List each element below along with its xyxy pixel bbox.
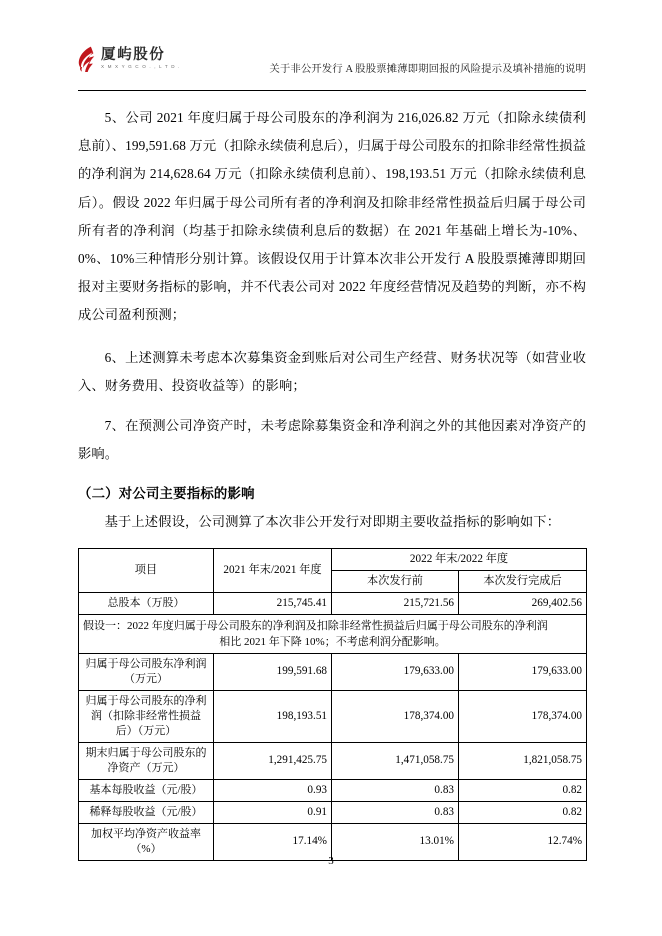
table-row (79, 801, 587, 823)
col-header-before-issue: 本次发行前 (332, 570, 459, 592)
col-header-item: 项目 (79, 548, 214, 592)
paragraph-6: 6、上述测算未考虑本次募集资金到账后对公司生产经营、财务状况等（如营业收入、财务费用、投资收益等）的影响； (78, 349, 586, 393)
cell-2021: 199,591.68 (214, 653, 332, 690)
cell-before-issue: 0.83 (332, 779, 459, 801)
row-label: 基本每股收益（元/股） (79, 779, 214, 801)
company-logo (78, 46, 181, 72)
flame-mark-icon (78, 46, 97, 72)
paragraph-5: 5、公司 2021 年度归属于母公司股东的净利润为 216,026.82 万元（扣除永续债利息前）、199,591.68 万元（扣除永续债利息后），归属于母公司股东的扣除非经常性损益的净利润为 214,628.64 万元（扣除永续债利息前）、198,193.51 万元（扣除永续债利息后）。假设 2022 年归属于母公司所有者的净利润及扣除非经常性损益后归属于母公司所有者的净利润（均基于扣除永续债利息后的数据）在 2021 年基础上增长为-10%、0%、10%三种情形分别计算。该假设仅用于计算本次非公开发行 A 股股票摊薄即期回报对主要财务指标的影响，并不代表公司对 2022 年度经营情况及趋势的判断，亦不构成公司盈利预测； (78, 110, 586, 323)
cell-after-issue: 179,633.00 (459, 653, 587, 690)
logo-wordmark (101, 48, 181, 71)
spacer (78, 330, 586, 344)
logo-chinese-name: 厦屿股份 (101, 46, 166, 63)
table-body (79, 592, 587, 860)
logo-english-name: X M X Y G C O . , L T D . (101, 63, 181, 69)
cell-after-issue: 0.82 (459, 801, 587, 823)
row-label: 期末归属于母公司股东的净资产（万元） (79, 742, 214, 779)
cell-2021: 17.14% (214, 823, 332, 860)
table-row (79, 592, 587, 614)
spacer (78, 468, 586, 480)
cell-2021: 198,193.51 (214, 690, 332, 742)
cell-before-issue: 0.83 (332, 801, 459, 823)
assumption-note (79, 614, 587, 653)
cell-2021: 1,291,425.75 (214, 742, 332, 779)
table-row (79, 690, 587, 742)
table-row (79, 779, 587, 801)
header-document-title: 关于非公开发行 A 股股票摊薄即期回报的风险提示及填补措施的说明 (269, 64, 586, 75)
cell-2021: 0.93 (214, 779, 332, 801)
assumption-note-line-1: 假设一：2022 年度归属于母公司股东的净利润及扣除非经常性损益后归属于母公司股东的净利润 (83, 619, 548, 632)
cell-after-issue: 178,374.00 (459, 690, 587, 742)
page-number: 3 (328, 855, 334, 867)
table-head (79, 548, 587, 592)
table-row (79, 653, 587, 690)
row-label: 归属于母公司股东净利润（万元） (79, 653, 214, 690)
metrics-table-wrapper (78, 548, 586, 861)
cell-before-issue: 178,374.00 (332, 690, 459, 742)
table-row (79, 742, 587, 779)
cell-2021: 0.91 (214, 801, 332, 823)
row-label: 稀释每股收益（元/股） (79, 801, 214, 823)
cell-after-issue: 1,821,058.75 (459, 742, 587, 779)
col-header-2021: 2021 年末/2021 年度 (214, 548, 332, 592)
cell-before-issue: 179,633.00 (332, 653, 459, 690)
table-assumption-row (79, 614, 587, 653)
assumption-note-line-2: 相比 2021 年下降 10%；不考虑利润分配影响。 (219, 635, 446, 648)
cell-after-issue: 0.82 (459, 779, 587, 801)
header-divider (78, 90, 586, 91)
cell-before-issue: 1,471,058.75 (332, 742, 459, 779)
metrics-table (78, 548, 587, 861)
document-content (78, 104, 586, 861)
cell-after-issue: 12.74% (459, 823, 587, 860)
cell-before-issue: 215,721.56 (332, 592, 459, 614)
paragraph-7: 7、在预测公司净资产时，未考虑除募集资金和净利润之外的其他因素对净资产的影响。 (78, 418, 586, 462)
document-header (78, 44, 586, 90)
col-header-after-issue: 本次发行完成后 (459, 570, 587, 592)
cell-before-issue: 13.01% (332, 823, 459, 860)
cell-after-issue: 269,402.56 (459, 592, 587, 614)
table-intro-text: 基于上述假设，公司测算了本次非公开发行对即期主要收益指标的影响如下： (104, 514, 561, 530)
row-label: 加权平均净资产收益率（%） (79, 823, 214, 860)
row-label: 归属于母公司股东的净利润（扣除非经常性损益后）（万元） (79, 690, 214, 742)
table-header-row-1 (79, 548, 587, 570)
row-label: 总股本（万股） (79, 592, 214, 614)
col-header-group-2022: 2022 年末/2022 年度 (332, 548, 587, 570)
section-heading: （二）对公司主要指标的影响 (78, 486, 255, 502)
cell-2021: 215,745.41 (214, 592, 332, 614)
spacer (78, 400, 586, 412)
